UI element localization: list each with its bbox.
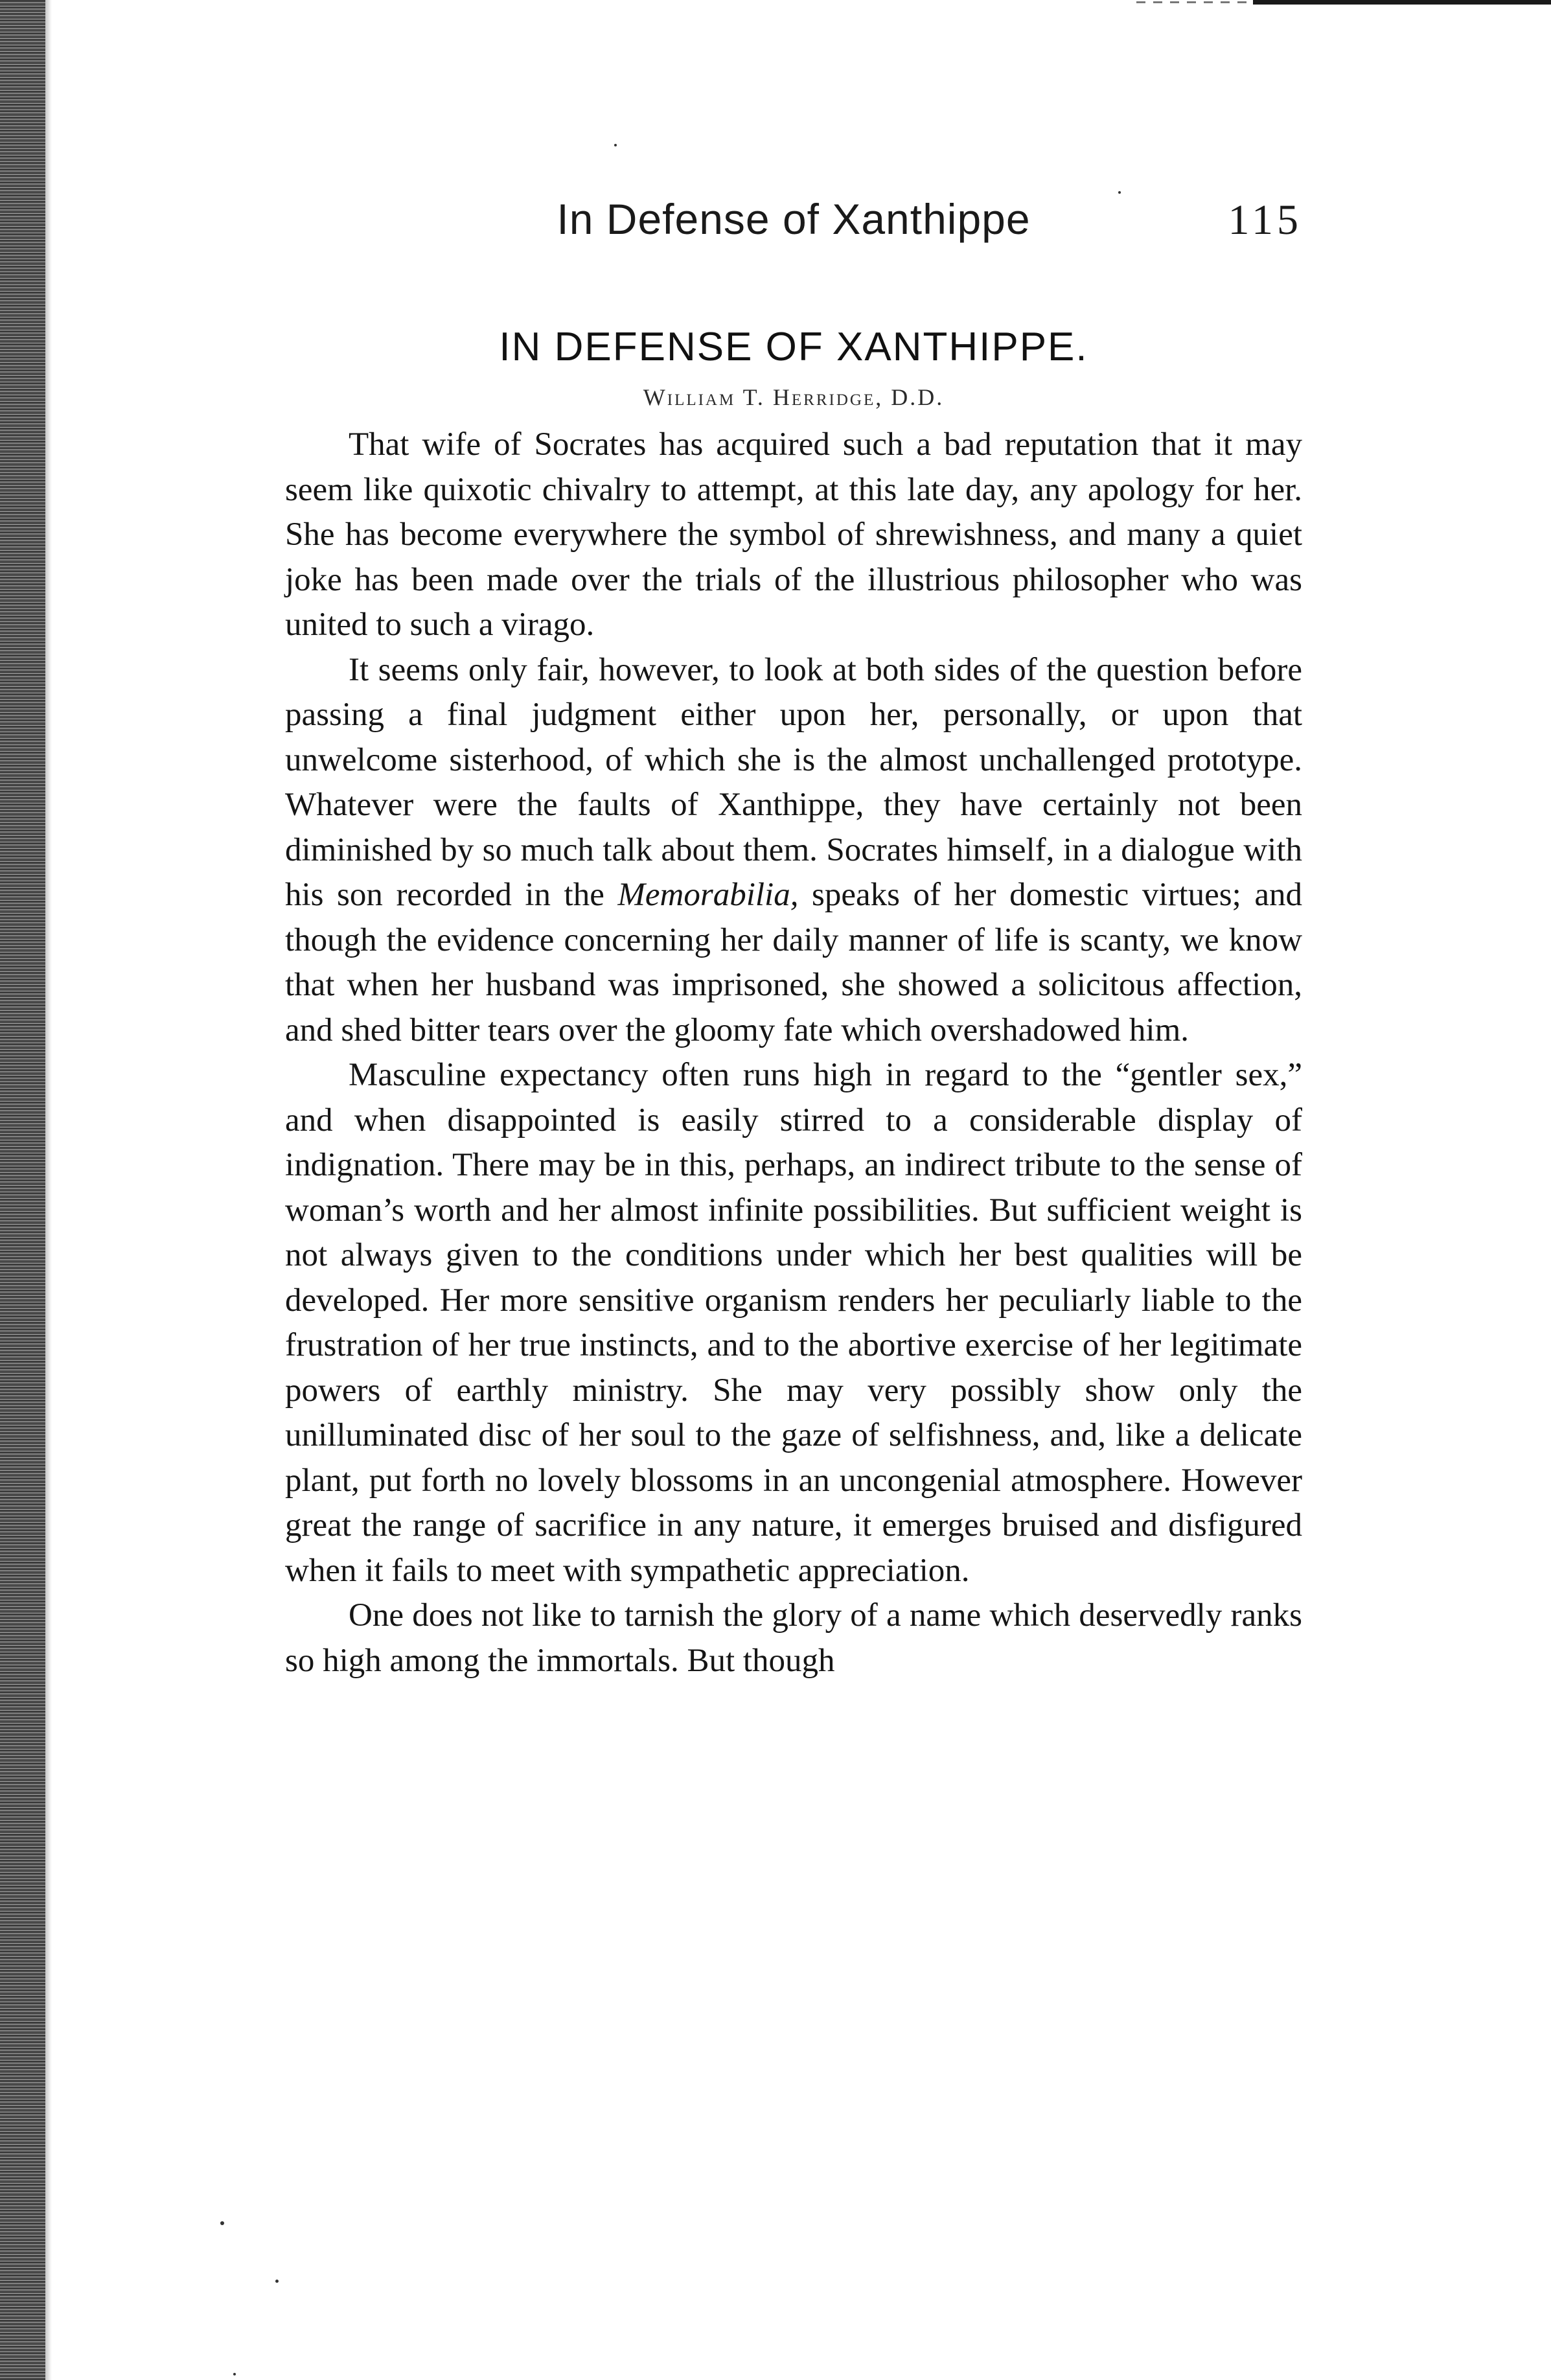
paragraph: [285, 1593, 1302, 1683]
top-rule-faint: [1136, 1, 1253, 3]
speck: [233, 2373, 236, 2375]
paragraph-text: One does not like to tarnish the glory of a name which deservedly ranks so high among the immortals. But though: [285, 1597, 1302, 1679]
article-title: IN DEFENSE OF XANTHIPPE.: [499, 325, 1088, 369]
byline: William T. Herridge, D.D.: [643, 384, 945, 410]
paragraph: [285, 422, 1302, 648]
article-body: [285, 422, 1302, 1683]
running-head-title: In Defense of Xanthippe: [557, 195, 1031, 243]
speck: [1118, 191, 1121, 194]
speck: [614, 144, 617, 146]
book-title: Memorabilia,: [617, 877, 799, 913]
running-head: [285, 194, 1302, 259]
top-rule: [1253, 0, 1551, 5]
binding-edge: [0, 0, 45, 2380]
paragraph-text: Masculine expectancy often runs high in regard to the “gentler sex,” and when disappointed is easily stirred to a considerable display of indignation. There may be in this, perhaps, an indirect tribute to the sense of woman’s worth and her almost infinite possibilities. But sufficient weight is not always given to the conditions under which her best qualities will be developed. Her more sensitive organism renders her peculiarly liable to the frustration of her true instincts, and to the abortive exercise of her legitimate powers of earthly ministry. She may very possibly show only the unilluminated disc of her soul to the gaze of selfishness, and, like a delicate plant, put forth no lovely blossoms in an uncongenial atmosphere. However great the range of sacrifice in any nature, it emerges bruised and disfigured when it fails to meet with sympathetic appreciation.: [285, 1057, 1302, 1589]
speck: [275, 2280, 279, 2283]
speck: [220, 2221, 224, 2225]
paragraph-text: speaks of her domestic virtues; and though the evidence concerning her daily manner of life is scanty, we know that when her husband was imprisoned, she showed a solicitous affection, and shed bitter tears over the gloomy fate which overshadowed him.: [285, 877, 1302, 1048]
paragraph: [285, 648, 1302, 1054]
page-number: 115: [1228, 196, 1302, 244]
paragraph-text: It seems only fair, however, to look at both sides of the question before passing a final judgment either upon her, personally, or upon that unwelcome sisterhood, of which she is the almost unchallenged prototype. Whatever were the faults of Xanthippe, they have certainly not been diminished by so much talk about them. Socrates himself, in a dialogue with his son recorded in the: [285, 651, 1302, 913]
paragraph: [285, 1053, 1302, 1593]
paragraph-text: That wife of Socrates has acquired such a bad reputation that it may seem like quixotic chivalry to attempt, at this late day, any apology for her. She has become everywhere the symbol of shrewishness, and many a quiet joke has been made over the trials of the illustrious philosopher who was united to such a virago.: [285, 426, 1302, 643]
